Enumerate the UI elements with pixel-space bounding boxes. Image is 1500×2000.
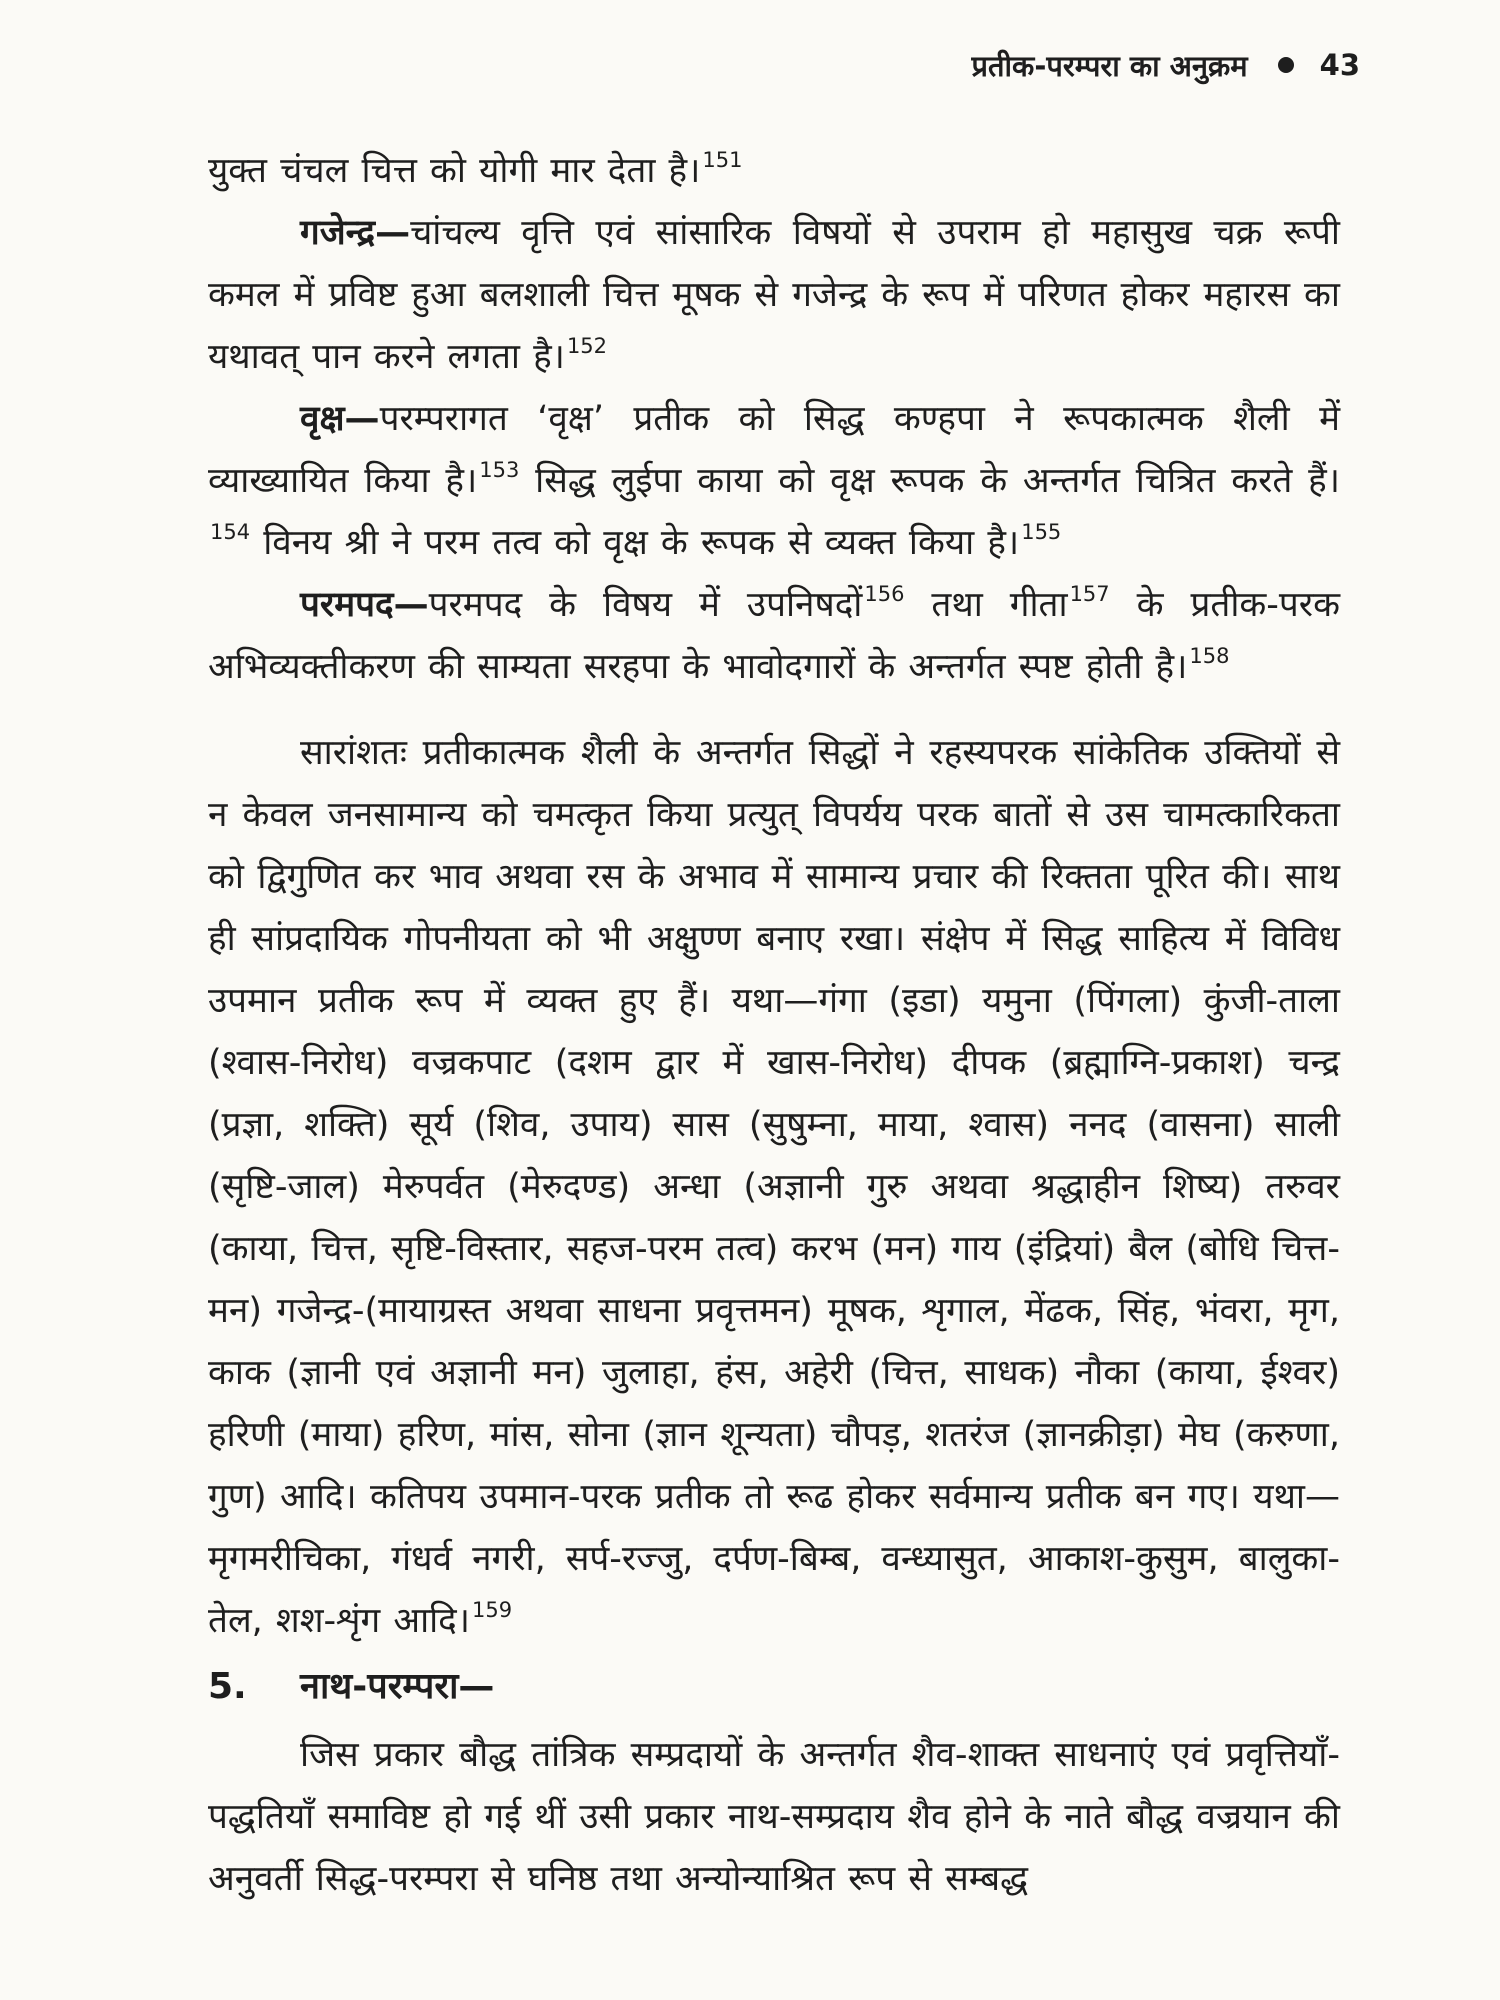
- paragraph-gajendra: [208, 202, 1340, 388]
- footnote-ref: 151: [702, 148, 743, 172]
- bullet-icon: [1278, 57, 1294, 73]
- paragraph-natha: [208, 1724, 1340, 1910]
- paragraph-text: युक्त चंचल चित्त को योगी मार देता है।: [208, 151, 701, 191]
- paragraph-text: सिद्ध लुईपा काया को वृक्ष रूपक के अन्तर्गत चित्रित करते हैं।: [519, 461, 1341, 501]
- page-body: [208, 140, 1340, 1910]
- paragraph-text: परमपद के विषय में उपनिषदों: [428, 585, 863, 625]
- term-heading: वृक्ष—: [300, 399, 380, 439]
- footnote-ref: 155: [1021, 520, 1062, 544]
- paragraph-gap: [208, 698, 1340, 722]
- footnote-ref: 152: [566, 334, 608, 358]
- footnote-ref: 157: [1069, 582, 1110, 606]
- footnote-ref: 154: [210, 520, 251, 544]
- section-heading: [208, 1656, 1340, 1718]
- footnote-ref: 158: [1189, 644, 1230, 668]
- page-number: 43: [1319, 48, 1360, 82]
- paragraph-1: [208, 140, 1340, 202]
- running-header: [800, 40, 1360, 90]
- section-title: नाथ-परम्परा—: [300, 1666, 495, 1707]
- paragraph-text: जिस प्रकार बौद्ध तांत्रिक सम्प्रदायों के अन्तर्गत शैव-शाक्त साधनाएं एवं प्रवृत्तियाँ-पद्धतियाँ समाविष्ट हो गई थीं उसी प्रकार नाथ-सम्प्रदाय शैव होने के नाते बौद्ध वज्रयान की अनुवर्ती सिद्ध-परम्परा से घनिष्ठ तथा अन्योन्याश्रित रूप से सम्बद्ध: [208, 1735, 1340, 1899]
- section-number: 5.: [208, 1666, 247, 1707]
- paragraph-text: परम्परागत ‘वृक्ष’ प्रतीक को सिद्ध कण्हपा ने रूपकात्मक शैली में व्याख्यायित किया है।: [208, 399, 1340, 501]
- paragraph-paramapada: [208, 574, 1340, 698]
- footnote-ref: 153: [479, 458, 520, 482]
- term-heading: परमपद—: [300, 585, 429, 625]
- footnote-ref: 159: [472, 1598, 513, 1622]
- paragraph-vriksha: [208, 388, 1340, 574]
- paragraph-summary: [208, 722, 1340, 1652]
- paragraph-text: सारांशतः प्रतीकात्मक शैली के अन्तर्गत सिद्धों ने रहस्यपरक सांकेतिक उक्तियों से न केवल जनसामान्य को चमत्कृत किया प्रत्युत् विपर्यय परक बातों से उस चामत्कारिकता को द्विगुणित कर भाव अथवा रस के अभाव में सामान्य प्रचार की रिक्तता पूरित की। साथ ही सांप्रदायिक गोपनीयता को भी अक्षुण्ण बनाए रखा। संक्षेप में सिद्ध साहित्य में विविध उपमान प्रतीक रूप में व्यक्त हुए हैं। यथा—गंगा (इडा) यमुना (पिंगला) कुंजी-ताला (श्वास-निरोध) वज्रकपाट (दशम द्वार में खास-निरोध) दीपक (ब्रह्माग्नि-प्रकाश) चन्द्र (प्रज्ञा, शक्ति) सूर्य (शिव, उपाय) सास (सुषुम्ना, माया, श्वास) ननद (वासना) साली (सृष्टि-जाल) मेरुपर्वत (मेरुदण्ड) अन्धा (अज्ञानी गुरु अथवा श्रद्धाहीन शिष्य) तरुवर (काया, चित्त, सृष्टि-विस्तार, सहज-परम तत्व) करभ (मन) गाय (इंद्रियां) बैल (बोधि चित्त-मन) गजेन्द्र-(मायाग्रस्त अथवा साधना प्रवृत्तमन) मूषक, शृगाल, मेंढक, सिंह, भंवरा, मृग, काक (ज्ञानी एवं अज्ञानी मन) जुलाहा, हंस, अहेरी (चित्त, साधक) नौका (काया, ईश्वर) हरिणी (माया) हरिण, मांस, सोना (ज्ञान शून्यता) चौपड़, शतरंज (ज्ञानक्रीड़ा) मेघ (करुणा, गुण) आदि। कतिपय उपमान-परक प्रतीक तो रूढ होकर सर्वमान्य प्रतीक बन गए। यथा—मृगमरीचिका, गंधर्व नगरी, सर्प-रज्जु, दर्पण-बिम्ब, वन्ध्यासुत, आकाश-कुसुम, बालुका-तेल, शश-शृंग आदि।: [208, 733, 1340, 1641]
- paragraph-text: चांचल्य वृत्ति एवं सांसारिक विषयों से उपराम हो महासुख चक्र रूपी कमल में प्रविष्ट हुआ बलशाली चित्त मूषक से गजेन्द्र के रूप में परिणत होकर महारस का यथावत् पान करने लगता है।: [208, 213, 1340, 377]
- header-title: प्रतीक-परम्परा का अनुक्रम: [971, 48, 1248, 83]
- paragraph-text: विनय श्री ने परम तत्व को वृक्ष के रूपक से व्यक्त किया है।: [250, 523, 1020, 563]
- footnote-ref: 156: [864, 582, 905, 606]
- paragraph-text: के प्रतीक-परक अभिव्यक्तीकरण की साम्यता सरहपा के भावोदगारों के अन्तर्गत स्पष्ट होती है।: [208, 585, 1340, 687]
- paragraph-text: तथा गीता: [904, 585, 1068, 625]
- term-heading: गजेन्द्र—: [300, 213, 411, 253]
